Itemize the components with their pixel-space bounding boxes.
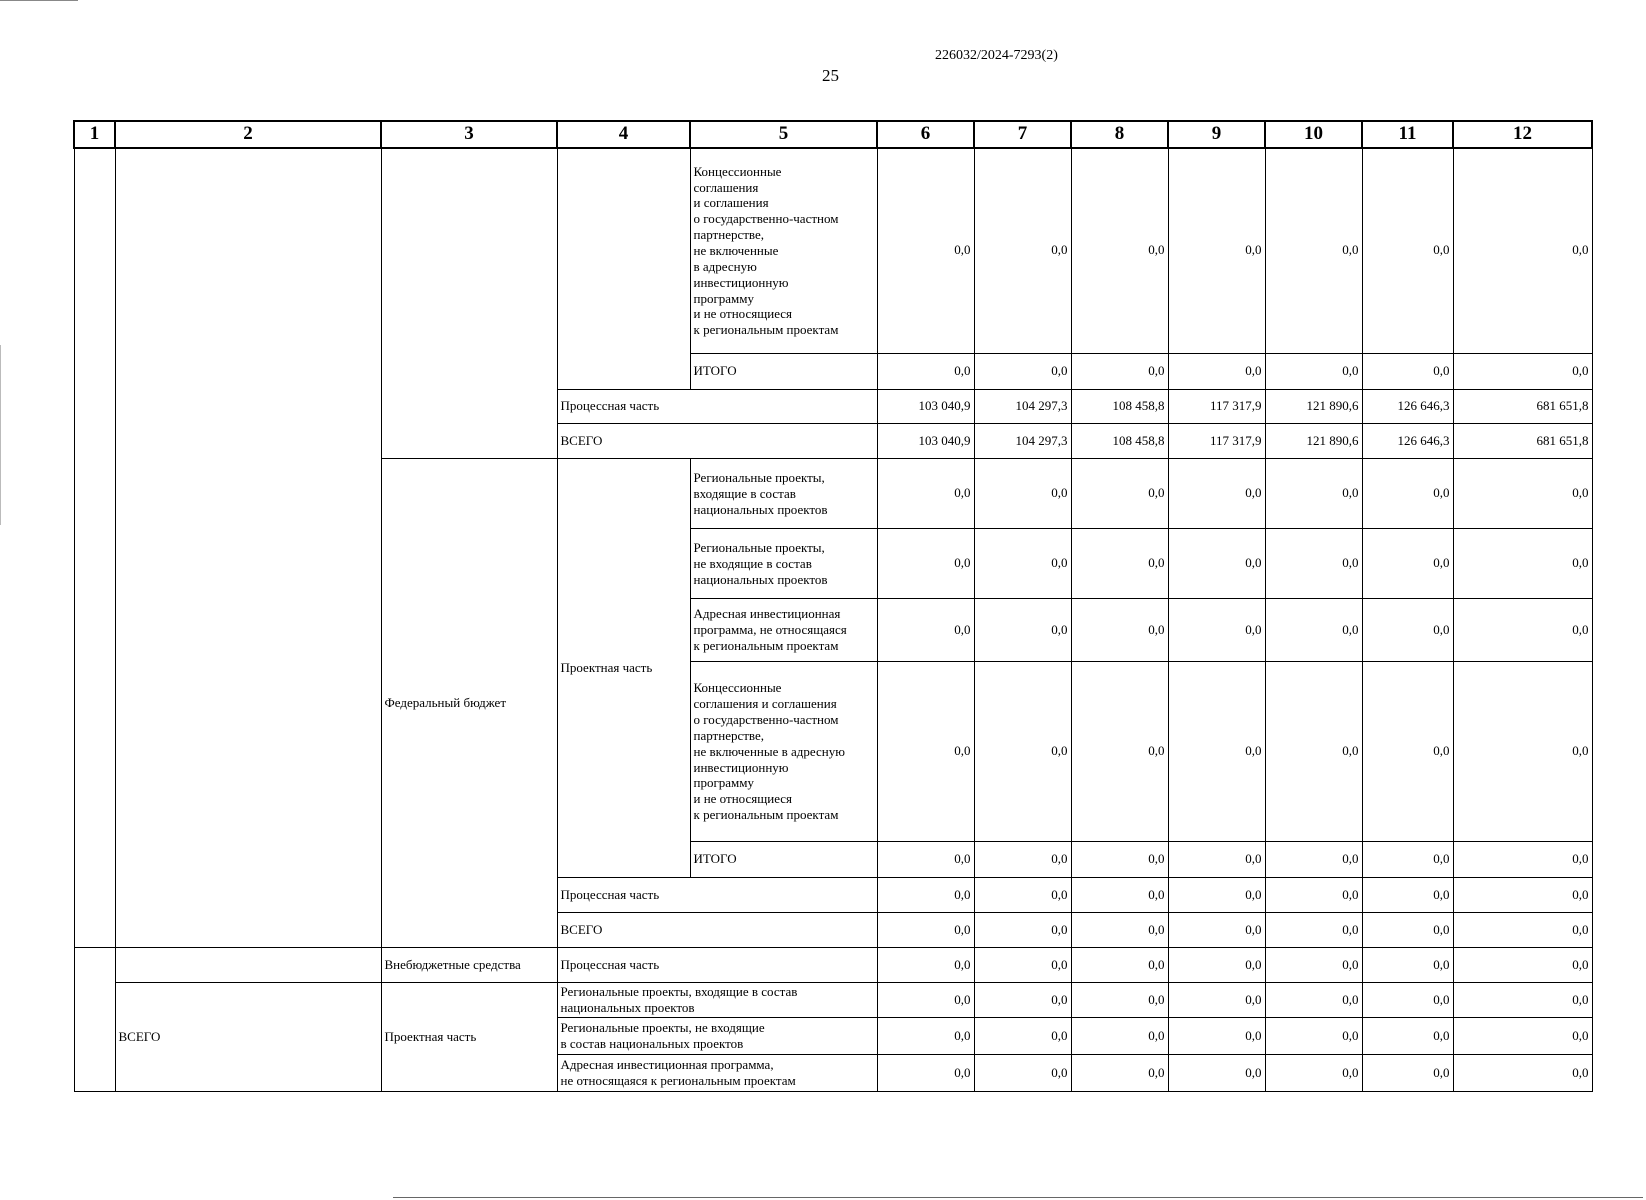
value-cell: 0,0 (1265, 354, 1362, 390)
column-header: 11 (1362, 121, 1453, 148)
value-cell: 0,0 (877, 983, 974, 1018)
value-cell: 126 646,3 (1362, 390, 1453, 424)
value-cell: 0,0 (1168, 459, 1265, 529)
value-cell: 0,0 (1071, 599, 1168, 662)
value-cell: 0,0 (1362, 662, 1453, 842)
value-cell: 0,0 (974, 842, 1071, 878)
column-header: 7 (974, 121, 1071, 148)
empty-cell (115, 148, 381, 948)
value-cell: 0,0 (974, 354, 1071, 390)
row-label: ВСЕГО (557, 913, 877, 948)
value-cell: 0,0 (1453, 529, 1592, 599)
value-cell: 0,0 (974, 148, 1071, 354)
column-header: 3 (381, 121, 557, 148)
value-cell: 0,0 (1453, 148, 1592, 354)
row-label: Адресная инвестиционная программа, не относящаяся к региональным проектам (690, 599, 877, 662)
value-cell: 0,0 (1168, 948, 1265, 983)
part-label: Проектная часть (557, 459, 690, 878)
value-cell: 0,0 (1453, 1055, 1592, 1092)
part-label: Проектная часть (381, 983, 557, 1092)
value-cell: 0,0 (1071, 983, 1168, 1018)
value-cell: 0,0 (877, 1018, 974, 1055)
value-cell: 0,0 (1453, 599, 1592, 662)
value-cell: 681 651,8 (1453, 390, 1592, 424)
value-cell: 0,0 (1071, 1018, 1168, 1055)
value-cell: 0,0 (1168, 148, 1265, 354)
value-cell: 0,0 (1362, 1018, 1453, 1055)
value-cell: 0,0 (1168, 1018, 1265, 1055)
value-cell: 0,0 (974, 878, 1071, 913)
value-cell: 0,0 (1362, 878, 1453, 913)
value-cell: 0,0 (877, 842, 974, 878)
value-cell: 0,0 (1362, 529, 1453, 599)
value-cell: 0,0 (1265, 913, 1362, 948)
value-cell: 0,0 (1265, 529, 1362, 599)
value-cell: 0,0 (1362, 599, 1453, 662)
value-cell: 0,0 (1453, 842, 1592, 878)
value-cell: 0,0 (1071, 842, 1168, 878)
value-cell: 0,0 (1453, 878, 1592, 913)
value-cell: 0,0 (974, 1055, 1071, 1092)
value-cell: 0,0 (1362, 948, 1453, 983)
value-cell: 0,0 (877, 529, 974, 599)
value-cell: 0,0 (1071, 148, 1168, 354)
budget-table (73, 120, 1593, 1092)
value-cell: 0,0 (1453, 983, 1592, 1018)
empty-cell (557, 148, 690, 390)
scan-artifact-line (0, 345, 1, 525)
source-label: Внебюджетные средства (381, 948, 557, 983)
value-cell: 108 458,8 (1071, 390, 1168, 424)
value-cell: 104 297,3 (974, 390, 1071, 424)
row-label: ВСЕГО (557, 424, 877, 459)
value-cell: 0,0 (1453, 948, 1592, 983)
value-cell: 0,0 (1362, 354, 1453, 390)
source-label: Федеральный бюджет (381, 459, 557, 948)
empty-cell (74, 948, 115, 1092)
value-cell: 0,0 (1168, 354, 1265, 390)
value-cell: 0,0 (1168, 1055, 1265, 1092)
value-cell: 0,0 (1071, 662, 1168, 842)
column-header: 2 (115, 121, 381, 148)
value-cell: 0,0 (1071, 878, 1168, 913)
row-label: Региональные проекты, входящие в состав национальных проектов (690, 459, 877, 529)
column-header: 4 (557, 121, 690, 148)
value-cell: 0,0 (974, 459, 1071, 529)
value-cell: 103 040,9 (877, 424, 974, 459)
value-cell: 0,0 (1265, 1018, 1362, 1055)
value-cell: 0,0 (1362, 148, 1453, 354)
value-cell: 0,0 (1362, 459, 1453, 529)
value-cell: 0,0 (1168, 599, 1265, 662)
column-header: 1 (74, 121, 115, 148)
value-cell: 681 651,8 (1453, 424, 1592, 459)
value-cell: 0,0 (1071, 1055, 1168, 1092)
value-cell: 0,0 (1168, 878, 1265, 913)
row-label: Региональные проекты, входящие в состав национальных проектов (557, 983, 877, 1018)
value-cell: 0,0 (1265, 459, 1362, 529)
row-label: Региональные проекты, не входящие в состав национальных проектов (690, 529, 877, 599)
value-cell: 0,0 (877, 662, 974, 842)
table-row (74, 148, 1592, 354)
value-cell: 0,0 (1071, 913, 1168, 948)
value-cell: 0,0 (1071, 529, 1168, 599)
column-header: 5 (690, 121, 877, 148)
value-cell: 0,0 (1453, 662, 1592, 842)
column-header: 12 (1453, 121, 1592, 148)
value-cell: 0,0 (877, 913, 974, 948)
table-row (74, 948, 1592, 983)
value-cell: 0,0 (877, 1055, 974, 1092)
value-cell: 0,0 (1071, 948, 1168, 983)
value-cell: 0,0 (1453, 459, 1592, 529)
value-cell: 108 458,8 (1071, 424, 1168, 459)
column-header: 8 (1071, 121, 1168, 148)
value-cell: 0,0 (1071, 459, 1168, 529)
empty-cell (74, 148, 115, 948)
column-header: 9 (1168, 121, 1265, 148)
table-row (74, 983, 1592, 1018)
value-cell: 0,0 (1453, 1018, 1592, 1055)
value-cell: 126 646,3 (1362, 424, 1453, 459)
row-label: Концессионные соглашения и соглашения о государственно-частном партнерстве, не включенные в адресную инвестиционную программу и не относящиеся к региональным проектам (690, 662, 877, 842)
value-cell: 121 890,6 (1265, 424, 1362, 459)
value-cell: 103 040,9 (877, 390, 974, 424)
value-cell: 121 890,6 (1265, 390, 1362, 424)
value-cell: 0,0 (1265, 948, 1362, 983)
value-cell: 0,0 (1168, 662, 1265, 842)
value-cell: 0,0 (1265, 599, 1362, 662)
row-label: ИТОГО (690, 354, 877, 390)
value-cell: 0,0 (1453, 354, 1592, 390)
value-cell: 0,0 (877, 354, 974, 390)
value-cell: 117 317,9 (1168, 390, 1265, 424)
row-label: Процессная часть (557, 390, 877, 424)
row-label: Региональные проекты, не входящие в состав национальных проектов (557, 1018, 877, 1055)
row-label: Концессионные соглашения и соглашения о государственно-частном партнерстве, не включенные в адресную инвестиционную программу и не относящиеся к региональным проектам (690, 148, 877, 354)
value-cell: 0,0 (1453, 913, 1592, 948)
value-cell: 0,0 (1168, 983, 1265, 1018)
value-cell: 0,0 (877, 599, 974, 662)
value-cell: 0,0 (1362, 1055, 1453, 1092)
value-cell: 0,0 (1265, 148, 1362, 354)
value-cell: 0,0 (974, 662, 1071, 842)
value-cell: 0,0 (974, 948, 1071, 983)
column-header: 6 (877, 121, 974, 148)
value-cell: 0,0 (1265, 842, 1362, 878)
value-cell: 0,0 (1168, 913, 1265, 948)
empty-cell (115, 948, 381, 983)
value-cell: 104 297,3 (974, 424, 1071, 459)
value-cell: 0,0 (974, 599, 1071, 662)
scan-artifact-line (393, 1197, 1643, 1198)
row-label: Процессная часть (557, 948, 877, 983)
value-cell: 0,0 (877, 878, 974, 913)
column-number-row (74, 121, 1592, 148)
value-cell: 0,0 (1362, 983, 1453, 1018)
row-label: ИТОГО (690, 842, 877, 878)
value-cell: 0,0 (974, 983, 1071, 1018)
value-cell: 0,0 (877, 948, 974, 983)
empty-cell (381, 148, 557, 459)
value-cell: 0,0 (1362, 913, 1453, 948)
page-number: 25 (822, 66, 839, 85)
row-label: Процессная часть (557, 878, 877, 913)
value-cell: 0,0 (1168, 529, 1265, 599)
row-label: Адресная инвестиционная программа, не относящаяся к региональным проектам (557, 1055, 877, 1092)
column-header: 10 (1265, 121, 1362, 148)
document-number: 226032/2024-7293(2) (935, 48, 1058, 63)
value-cell: 117 317,9 (1168, 424, 1265, 459)
value-cell: 0,0 (974, 913, 1071, 948)
value-cell: 0,0 (974, 1018, 1071, 1055)
value-cell: 0,0 (974, 529, 1071, 599)
value-cell: 0,0 (877, 148, 974, 354)
value-cell: 0,0 (877, 459, 974, 529)
value-cell: 0,0 (1071, 354, 1168, 390)
total-label: ВСЕГО (115, 983, 381, 1092)
scan-artifact-line (0, 0, 78, 1)
value-cell: 0,0 (1265, 878, 1362, 913)
value-cell: 0,0 (1168, 842, 1265, 878)
value-cell: 0,0 (1265, 983, 1362, 1018)
value-cell: 0,0 (1265, 1055, 1362, 1092)
value-cell: 0,0 (1362, 842, 1453, 878)
value-cell: 0,0 (1265, 662, 1362, 842)
